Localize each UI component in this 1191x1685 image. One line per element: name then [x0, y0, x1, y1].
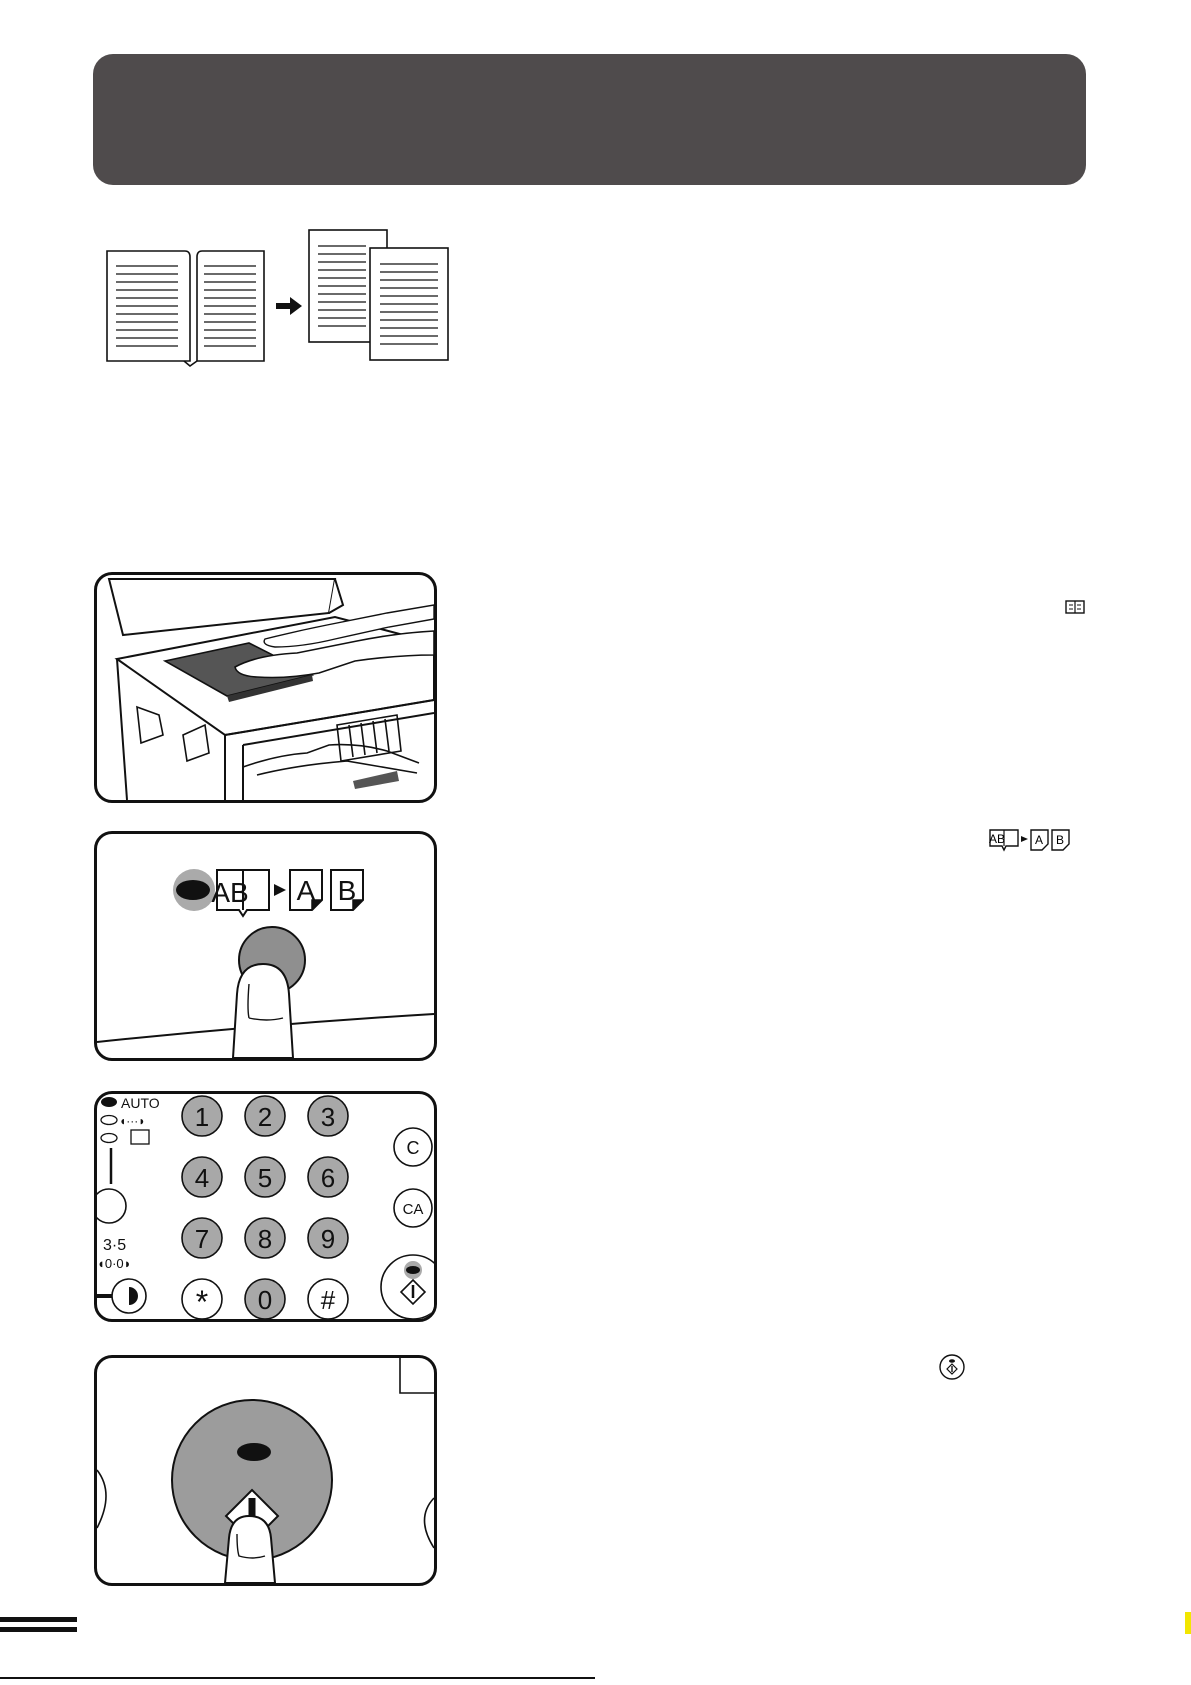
key-9[interactable] — [308, 1218, 348, 1258]
svg-text:1: 1 — [194, 1102, 210, 1132]
manual-exposure-icon: ◖···◗ — [119, 1114, 146, 1128]
page-b-label: B — [337, 875, 357, 906]
ready-led — [406, 1266, 420, 1274]
keypad-illustration — [97, 1094, 434, 1319]
separate-pages-icon — [309, 230, 448, 360]
page-edge-mark — [1185, 1612, 1191, 1634]
key-4[interactable] — [182, 1157, 222, 1197]
key-8[interactable] — [245, 1218, 285, 1258]
copier-glass-illustration — [97, 575, 434, 800]
numeric-keys — [182, 1096, 348, 1319]
key-6[interactable] — [308, 1157, 348, 1197]
mini-a-label: A — [1034, 833, 1044, 847]
step2-book-copy-key-panel — [94, 831, 437, 1061]
step4-start-key-panel — [94, 1355, 437, 1586]
mini-book-label: AB — [988, 832, 1006, 846]
key-asterisk[interactable] — [182, 1279, 222, 1319]
book-split-mini-icon — [988, 828, 1076, 852]
book-left-label: AB — [211, 877, 249, 908]
open-book-icon — [107, 251, 264, 366]
svg-text:6: 6 — [320, 1163, 336, 1193]
step1-place-original-panel — [94, 572, 437, 803]
exposure-scale-icon: ◖0·0◗ — [97, 1256, 132, 1271]
svg-text:7: 7 — [194, 1224, 210, 1254]
auto-mode-led — [101, 1097, 117, 1107]
clear-all-key[interactable] — [394, 1189, 432, 1227]
auto-mode-label: AUTO — [121, 1095, 160, 1111]
start-mini-icon — [938, 1353, 966, 1381]
svg-text:CA: CA — [402, 1201, 424, 1218]
footer-rule-thick — [0, 1617, 77, 1622]
finger-icon — [225, 1516, 275, 1583]
start-key[interactable] — [381, 1255, 434, 1319]
svg-text:8: 8 — [257, 1224, 273, 1254]
key-hash[interactable] — [308, 1279, 348, 1319]
svg-text:*: * — [195, 1284, 209, 1319]
step3-keypad-panel — [94, 1091, 437, 1322]
book-copy-mini-icon — [1065, 600, 1085, 615]
book-copy-key-illustration — [97, 834, 434, 1058]
book-split-icon — [211, 870, 363, 916]
svg-text:3: 3 — [320, 1102, 336, 1132]
svg-text:#: # — [320, 1285, 336, 1315]
clear-key[interactable] — [394, 1128, 432, 1166]
svg-text:C: C — [406, 1138, 420, 1158]
svg-text:5: 5 — [257, 1163, 273, 1193]
key-2[interactable] — [245, 1096, 285, 1136]
finger-icon — [233, 964, 293, 1058]
key-5[interactable] — [245, 1157, 285, 1197]
page-a-label: A — [296, 875, 316, 906]
mini-b-label: B — [1055, 833, 1065, 847]
arrow-right-icon — [276, 297, 302, 315]
exposure-level-label: 3·5 — [103, 1237, 127, 1254]
svg-text:2: 2 — [257, 1102, 273, 1132]
arrow-right-icon — [274, 884, 286, 896]
start-key-illustration — [97, 1358, 434, 1583]
book-to-pages-illustration — [104, 226, 452, 368]
key-3[interactable] — [308, 1096, 348, 1136]
svg-text:4: 4 — [194, 1163, 210, 1193]
key-0[interactable] — [245, 1279, 285, 1319]
key-1[interactable] — [182, 1096, 222, 1136]
svg-text:0: 0 — [257, 1285, 273, 1315]
ready-led — [237, 1443, 271, 1461]
book-copy-indicator-led — [176, 880, 210, 900]
svg-text:9: 9 — [320, 1224, 336, 1254]
header-bar — [93, 54, 1086, 185]
exposure-mode-key[interactable] — [97, 1189, 126, 1223]
footer-rule — [0, 1677, 595, 1679]
footer-rule-thick — [0, 1627, 77, 1632]
key-7[interactable] — [182, 1218, 222, 1258]
photo-mode-icon — [131, 1130, 149, 1144]
